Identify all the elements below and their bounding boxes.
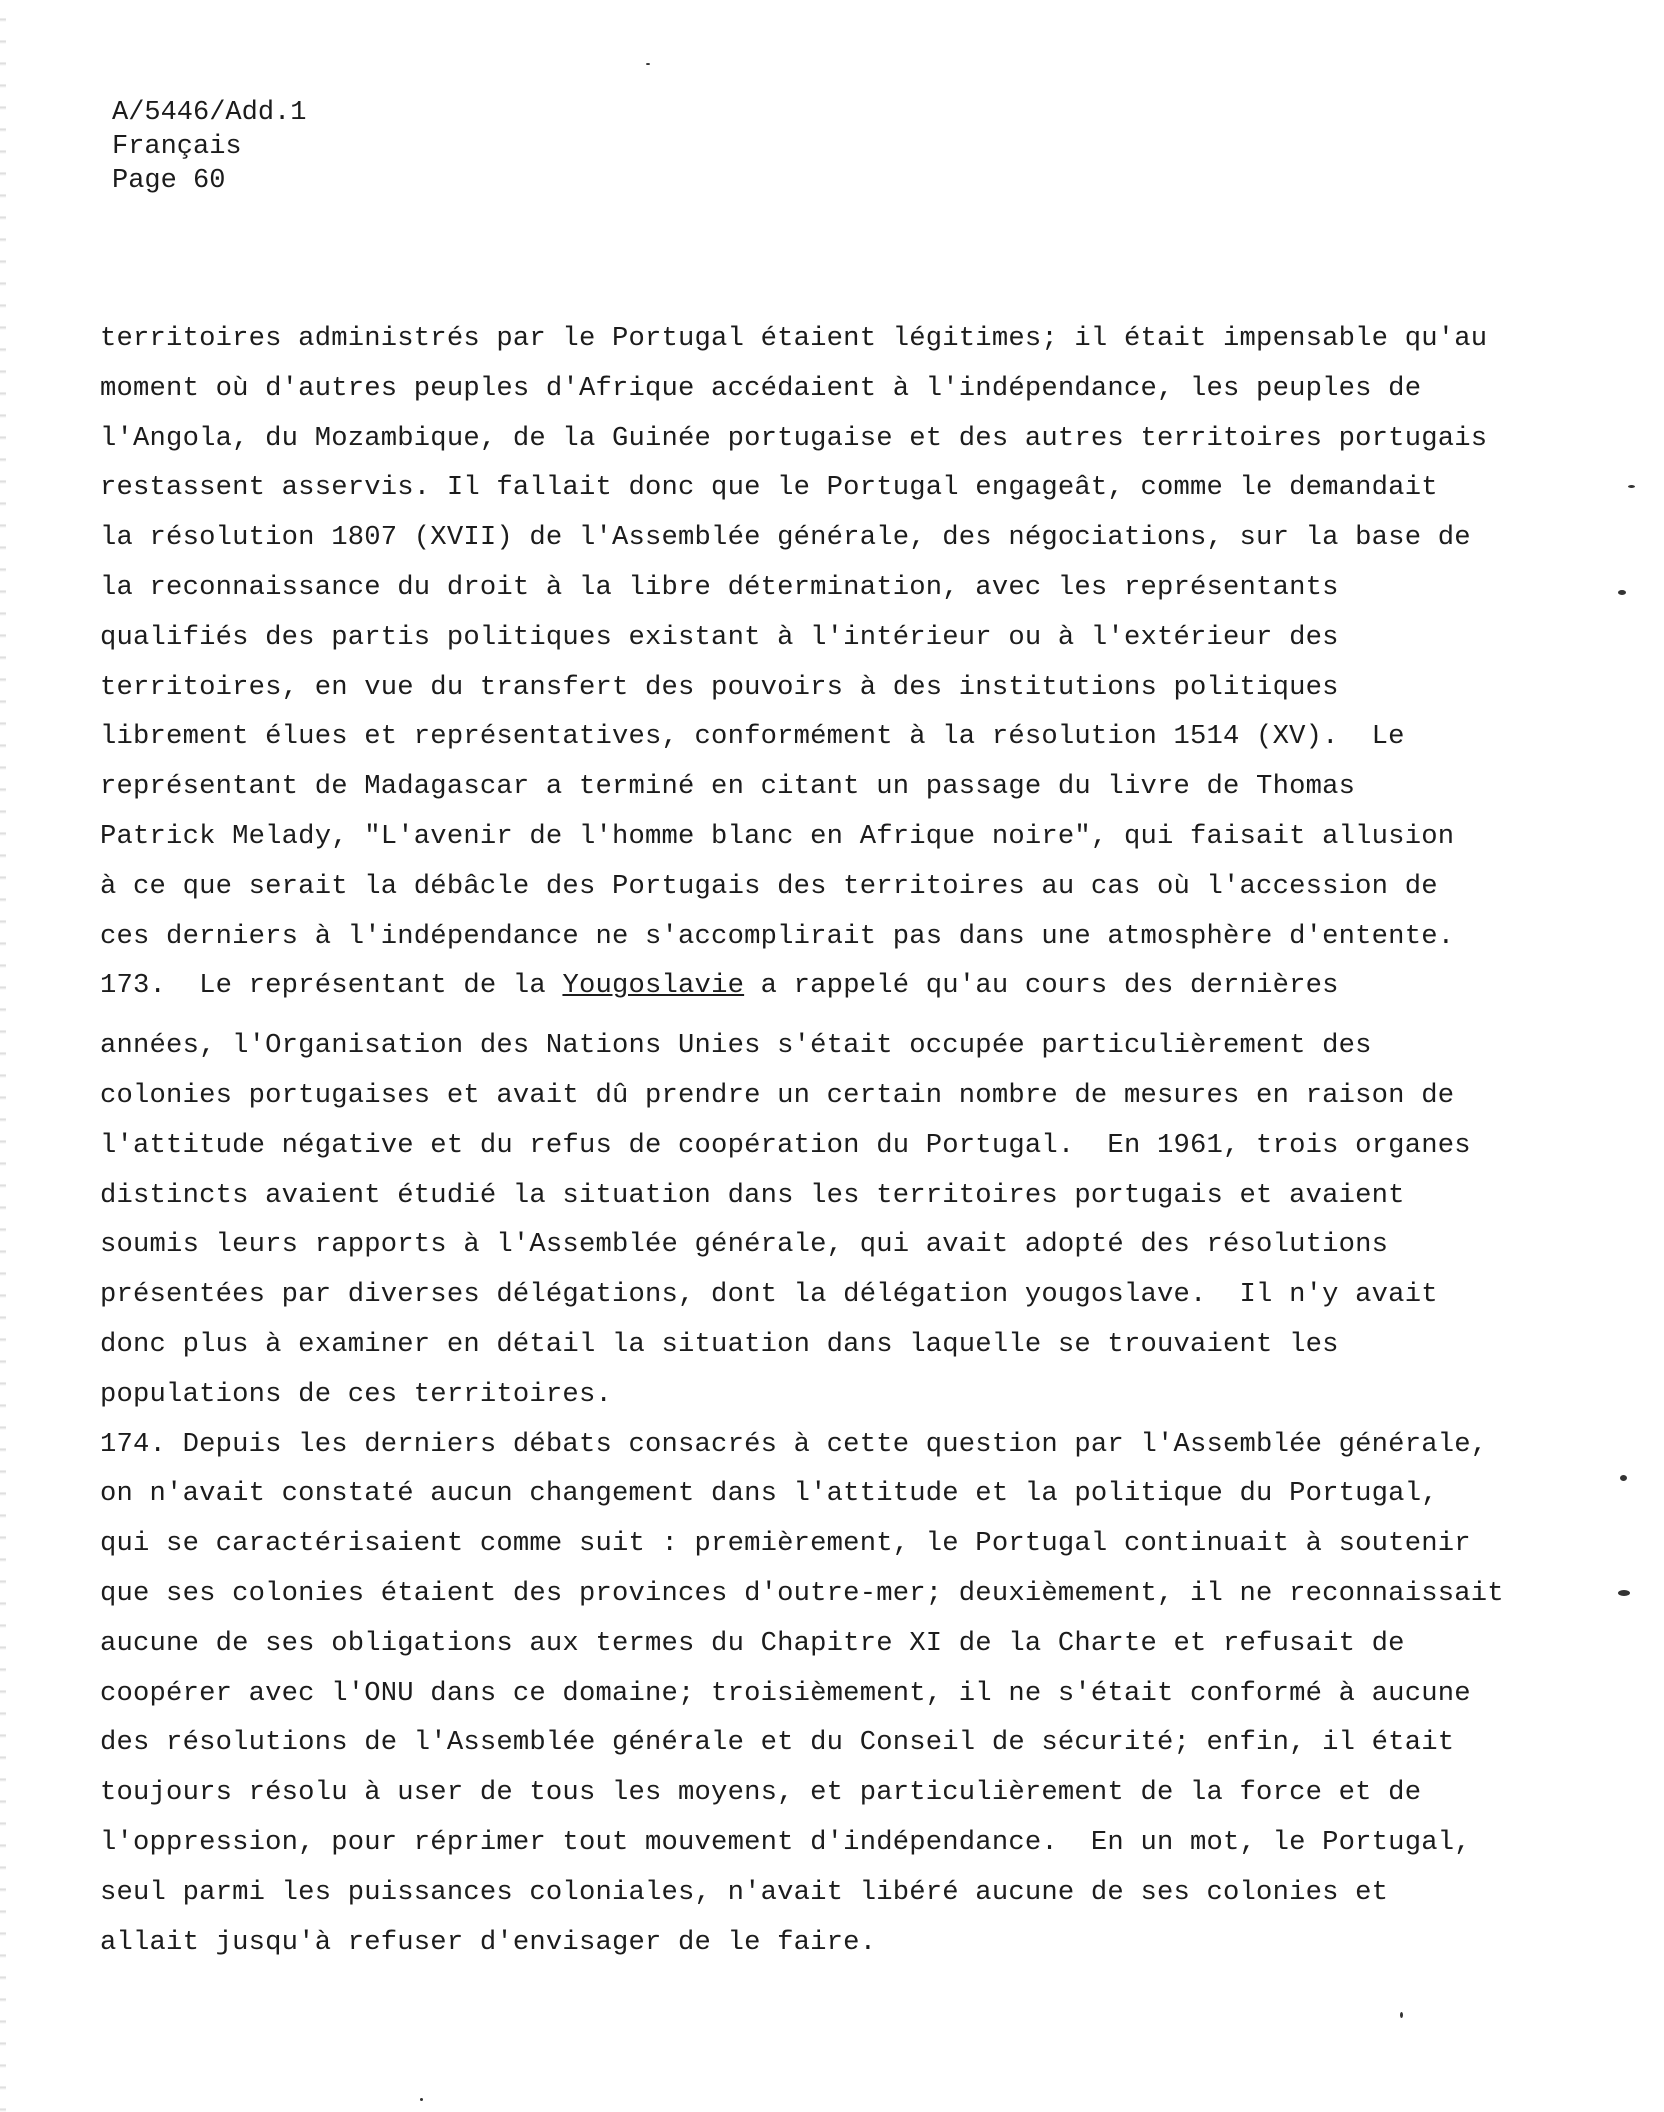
text-line: [100, 414, 1520, 464]
document-symbol: A/5446/Add.1: [112, 98, 307, 128]
text-line: [100, 663, 1520, 713]
scan-speck: [1618, 590, 1626, 595]
text-segment: qui se caractérisaient comme suit : premièrement, le Portugal continuait à soutenir: [100, 1528, 1471, 1560]
text-segment: présentées par diverses délégations, dont la délégation yougoslave. Il n'y avait: [100, 1279, 1438, 1311]
text-segment: représentant de Madagascar a terminé en citant un passage du livre de Thomas: [100, 771, 1356, 803]
text-segment: la reconnaissance du droit à la libre détermination, avec les représentants: [100, 571, 1339, 603]
text-line: [100, 1918, 1520, 1968]
text-segment: l'attitude négative et du refus de coopération du Portugal. En 1961, trois organes: [100, 1129, 1471, 1161]
text-segment: territoires, en vue du transfert des pouvoirs à des institutions politiques: [100, 671, 1339, 703]
text-segment: soumis leurs rapports à l'Assemblée générale, qui avait adopté des résolutions: [100, 1229, 1389, 1261]
page-number: Page 60: [112, 166, 226, 196]
text-segment: toujours résolu à user de tous les moyens, et particulièrement de la force et de: [100, 1777, 1422, 1809]
text-line: [100, 1569, 1520, 1619]
text-segment: territoires administrés par le Portugal étaient légitimes; il était impensable qu'au: [100, 323, 1488, 354]
text-line: [100, 1868, 1520, 1918]
text-line: [100, 1669, 1520, 1719]
paragraph-gap: [100, 1011, 1520, 1021]
text-line: [100, 613, 1520, 663]
text-segment: des résolutions de l'Assemblée générale et du Conseil de sécurité; enfin, il était: [100, 1727, 1455, 1759]
scan-speck: [646, 63, 650, 65]
text-line: [100, 463, 1520, 513]
text-line: [100, 1768, 1520, 1818]
document-body: [100, 314, 1520, 1967]
text-segment: a rappelé qu'au cours des dernières: [744, 970, 1339, 1002]
text-line: [100, 1818, 1520, 1868]
text-segment: librement élues et représentatives, conformément à la résolution 1514 (XV). Le: [100, 721, 1405, 753]
text-segment: ces derniers à l'indépendance ne s'accomplirait pas dans une atmosphère d'entente.: [100, 920, 1455, 952]
text-segment: l'Angola, du Mozambique, de la Guinée portugaise et des autres territoires portugais: [100, 422, 1488, 454]
text-segment: 174. Depuis les derniers débats consacrés à cette question par l'Assemblée générale,: [100, 1428, 1488, 1460]
scan-speck: [1620, 1475, 1627, 1481]
text-segment: à ce que serait la débâcle des Portugais des territoires au cas où l'accession de: [100, 870, 1438, 902]
scan-speck: [420, 2098, 423, 2101]
text-line: [100, 1071, 1520, 1121]
scan-speck: [1400, 2012, 1403, 2018]
text-line: [100, 364, 1520, 414]
text-line: [100, 1619, 1520, 1669]
text-line: [100, 563, 1520, 613]
scan-edge-marks: [0, 0, 6, 2112]
text-line: [100, 912, 1520, 962]
text-segment: années, l'Organisation des Nations Unies s'était occupée particulièrement des: [100, 1030, 1372, 1062]
text-segment: distincts avaient étudié la situation dans les territoires portugais et avaient: [100, 1179, 1405, 1211]
text-line: [100, 1220, 1520, 1270]
text-segment: seul parmi les puissances coloniales, n'avait libéré aucune de ses colonies et: [100, 1876, 1389, 1908]
text-segment: 173. Le représentant de la: [100, 970, 563, 1002]
text-segment: la résolution 1807 (XVII) de l'Assemblée générale, des négociations, sur la base de: [100, 522, 1471, 554]
text-line: [100, 862, 1520, 912]
text-segment: restassent asservis. Il fallait donc que le Portugal engageât, comme le demandait: [100, 472, 1438, 504]
text-line: [100, 1370, 1520, 1420]
scan-speck: [1628, 485, 1635, 488]
text-segment: aucune de ses obligations aux termes du Chapitre XI de la Charte et refusait de: [100, 1627, 1405, 1659]
text-segment: coopérer avec l'ONU dans ce domaine; troisièmement, il ne s'était conformé à aucune: [100, 1677, 1471, 1709]
text-segment: l'oppression, pour réprimer tout mouvement d'indépendance. En un mot, le Portugal,: [100, 1826, 1471, 1858]
text-line: [100, 712, 1520, 762]
document-header: [112, 96, 306, 198]
text-segment: qualifiés des partis politiques existant à l'intérieur ou à l'extérieur des: [100, 621, 1339, 653]
text-segment: Patrick Melady, "L'avenir de l'homme blanc en Afrique noire", qui faisait allusion: [100, 820, 1455, 852]
text-line: [100, 513, 1520, 563]
document-language: Français: [112, 132, 242, 162]
text-line: [100, 1021, 1520, 1071]
text-line: [100, 1121, 1520, 1171]
text-line: [100, 762, 1520, 812]
text-line: [100, 812, 1520, 862]
text-segment: donc plus à examiner en détail la situation dans laquelle se trouvaient les: [100, 1328, 1339, 1360]
text-line: [100, 1270, 1520, 1320]
text-segment: allait jusqu'à refuser d'envisager de le faire.: [100, 1926, 877, 1958]
text-line: [100, 1320, 1520, 1370]
text-line: [100, 1718, 1520, 1768]
text-segment: populations de ces territoires.: [100, 1378, 612, 1410]
underlined-country-name: Yougoslavie: [562, 970, 745, 1002]
scan-speck: [1618, 1590, 1630, 1596]
text-line: [100, 1420, 1520, 1470]
text-segment: moment où d'autres peuples d'Afrique accédaient à l'indépendance, les peuples de: [100, 372, 1422, 404]
text-line: [100, 1469, 1520, 1519]
text-line: [100, 1519, 1520, 1569]
text-segment: que ses colonies étaient des provinces d'outre-mer; deuxièmement, il ne reconnaissait: [100, 1577, 1504, 1609]
text-segment: on n'avait constaté aucun changement dans l'attitude et la politique du Portugal,: [100, 1478, 1438, 1510]
text-line: [100, 961, 1520, 1011]
text-segment: colonies portugaises et avait dû prendre un certain nombre de mesures en raison de: [100, 1079, 1455, 1111]
text-line: [100, 314, 1520, 364]
text-line: [100, 1171, 1520, 1221]
